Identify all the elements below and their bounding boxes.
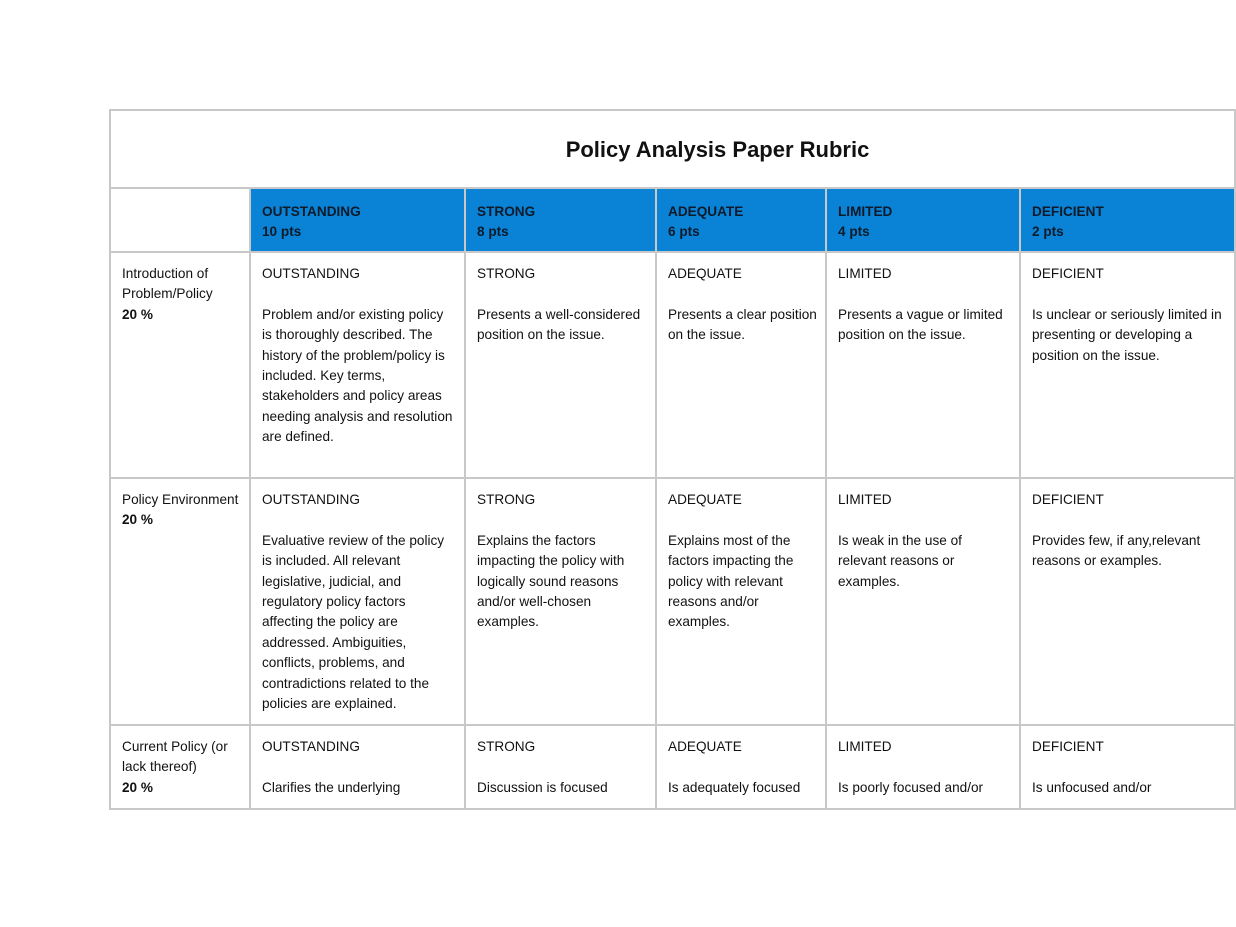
criterion-cell: [110, 478, 250, 725]
rating-cell-limited: [826, 725, 1020, 809]
title-cell: [110, 110, 1235, 188]
rating-level: DEFICIENT: [1032, 492, 1104, 507]
level-header-limited: [826, 188, 1020, 252]
rating-description: Clarifies the underlying: [262, 779, 401, 795]
rating-cell-strong: [465, 478, 656, 725]
rating-description: Explains most of the factors impacting the policy with relevant reasons and/or examples.: [668, 532, 794, 630]
rating-description: Is unclear or seriously limited in presenting or developing a position on the issue.: [1032, 306, 1222, 363]
criterion-label: Introduction of Problem/Policy: [122, 266, 213, 302]
rating-cell-outstanding: [250, 478, 465, 725]
rating-level: LIMITED: [838, 492, 892, 507]
level-name: OUTSTANDING: [262, 204, 361, 219]
rating-cell-adequate: [656, 725, 826, 809]
rating-level: ADEQUATE: [668, 739, 742, 754]
header-corner-cell: [110, 188, 250, 252]
rating-description: Is weak in the use of relevant reasons or examples.: [838, 532, 962, 589]
rating-level: STRONG: [477, 739, 536, 754]
level-points: 6 pts: [668, 224, 700, 240]
criterion-weight: 20 %: [122, 306, 153, 322]
rating-description: Is poorly focused and/or: [838, 779, 984, 795]
rating-description: Discussion is focused: [477, 779, 608, 795]
rating-description: Presents a well-considered position on the issue.: [477, 306, 641, 343]
rating-description: Problem and/or existing policy is thoroughly described. The history of the problem/policy is included. Key terms, stakeholders and policy areas needing analysis and resolution are defined.: [262, 306, 453, 445]
title-row: [110, 110, 1235, 188]
rubric-title: Policy Analysis Paper Rubric: [565, 137, 870, 163]
rating-cell-adequate: [656, 478, 826, 725]
rating-level: STRONG: [477, 266, 536, 281]
rating-description: Explains the factors impacting the policy with logically sound reasons and/or well-chosen examples.: [477, 532, 625, 630]
rating-cell-outstanding: [250, 725, 465, 809]
rating-level: STRONG: [477, 492, 536, 507]
criterion-row-policy-environment: [110, 478, 1235, 725]
rating-description: Presents a vague or limited position on the issue.: [838, 306, 1003, 343]
rating-description: Presents a clear position on the issue.: [668, 306, 817, 343]
rubric-table: [109, 109, 1236, 810]
level-header-row: [110, 188, 1235, 252]
criterion-label: Policy Environment: [122, 492, 239, 507]
rating-description: Evaluative review of the policy is included. All relevant legislative, judicial, and regulatory policy factors affecting the policy are addressed. Ambiguities, conflicts, problems, and contradictions related to the policies are explained.: [262, 532, 445, 712]
rating-level: DEFICIENT: [1032, 739, 1104, 754]
rating-cell-strong: [465, 252, 656, 478]
rating-cell-outstanding: [250, 252, 465, 478]
rating-level: LIMITED: [838, 739, 892, 754]
level-name: LIMITED: [838, 204, 893, 219]
rating-level: LIMITED: [838, 266, 892, 281]
rating-cell-deficient: [1020, 725, 1235, 809]
criterion-label: Current Policy (or lack thereof): [122, 739, 228, 775]
rating-cell-strong: [465, 725, 656, 809]
rubric-page: [109, 109, 1222, 812]
level-points: 10 pts: [262, 224, 302, 240]
criterion-cell: [110, 725, 250, 809]
rating-level: ADEQUATE: [668, 266, 742, 281]
rating-description: Is unfocused and/or: [1032, 779, 1152, 795]
criterion-weight: 20 %: [122, 779, 153, 795]
rating-cell-adequate: [656, 252, 826, 478]
level-points: 8 pts: [477, 224, 509, 240]
rating-level: DEFICIENT: [1032, 266, 1104, 281]
rating-cell-deficient: [1020, 252, 1235, 478]
rating-level: OUTSTANDING: [262, 739, 360, 754]
rating-cell-limited: [826, 252, 1020, 478]
rating-description: Is adequately focused: [668, 779, 801, 795]
criterion-row-current-policy: [110, 725, 1235, 809]
rating-level: ADEQUATE: [668, 492, 742, 507]
rating-level: OUTSTANDING: [262, 492, 360, 507]
level-points: 4 pts: [838, 224, 870, 240]
rating-cell-limited: [826, 478, 1020, 725]
level-header-outstanding: [250, 188, 465, 252]
rating-cell-deficient: [1020, 478, 1235, 725]
level-name: DEFICIENT: [1032, 204, 1104, 219]
criterion-row-introduction: [110, 252, 1235, 478]
level-header-deficient: [1020, 188, 1235, 252]
criterion-weight: 20 %: [122, 512, 153, 528]
rating-level: OUTSTANDING: [262, 266, 360, 281]
level-points: 2 pts: [1032, 224, 1064, 240]
level-name: STRONG: [477, 204, 536, 219]
rating-description: Provides few, if any,relevant reasons or examples.: [1032, 532, 1201, 569]
level-header-adequate: [656, 188, 826, 252]
level-name: ADEQUATE: [668, 204, 744, 219]
level-header-strong: [465, 188, 656, 252]
criterion-cell: [110, 252, 250, 478]
